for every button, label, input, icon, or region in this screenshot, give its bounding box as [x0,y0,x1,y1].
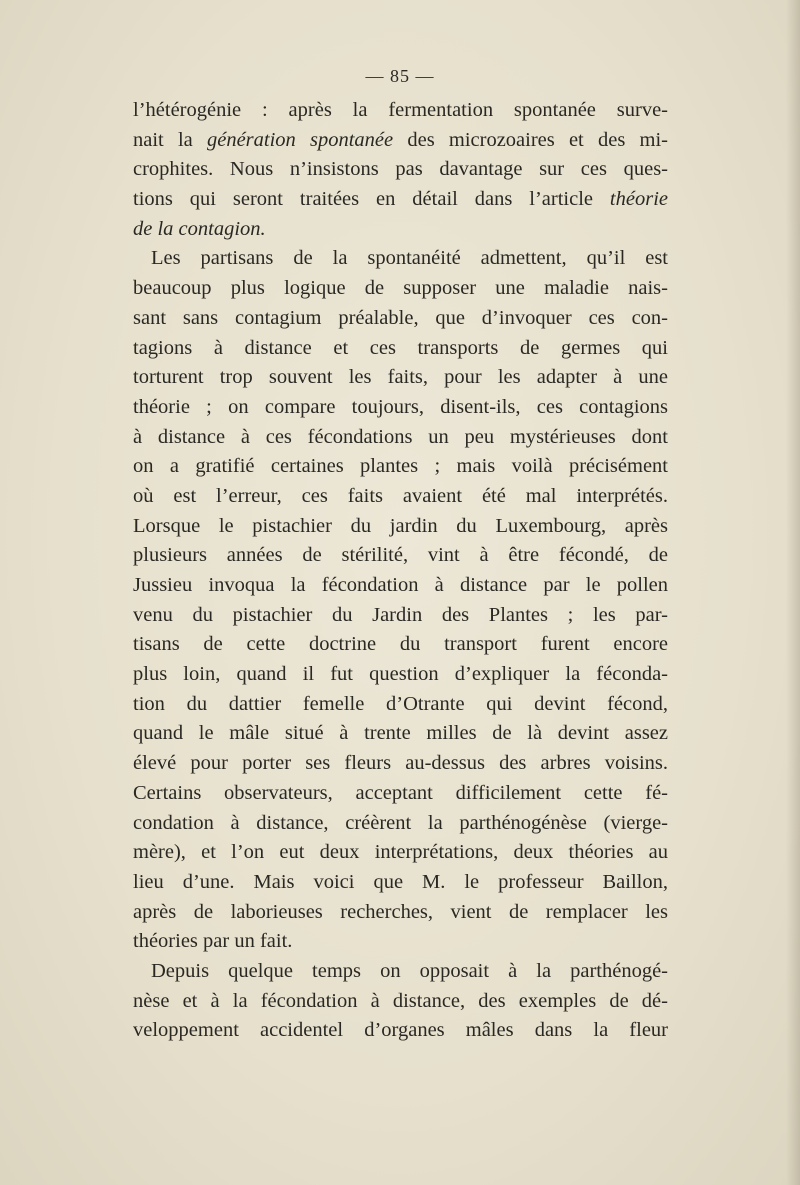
text-line [133,630,668,660]
text-span: Certains observateurs, acceptant difficilement cette fé- [133,781,668,804]
text-span: tion du dattier femelle d’Otrante qui devint fécond, [133,692,668,715]
text-span: beaucoup plus logique de supposer une maladie nais- [133,277,668,300]
text-line [133,96,668,126]
text-line [133,927,668,957]
italic-text: génération spontanée [206,128,394,151]
text-line [133,363,668,393]
text-line [133,957,668,987]
text-span: l’hétérogénie : après la fermentation spontanée surve- [133,99,668,121]
text-span: condation à distance, créèrent la parthénogénèse (vierge- [133,811,668,834]
text-line [133,393,668,423]
text-line [133,215,668,245]
text-span: Depuis quelque temps on opposait à la parthénogé- [151,959,668,982]
text-line [133,749,668,779]
text-span: Jussieu invoqua la fécondation à distance par le pollen [133,574,668,596]
text-line [133,809,668,839]
text-span: plus loin, quand il fut question d’expliquer la féconda- [133,663,668,686]
text-span: où est l’erreur, ces faits avaient été mal interprétés. [133,484,668,507]
text-line [133,512,668,542]
text-line [133,274,668,304]
text-span: Lorsque le pistachier du jardin du Luxembourg, après [133,514,668,537]
text-line [133,868,668,898]
text-span: on a gratifié certaines plantes ; mais voilà précisément [133,455,668,478]
text-span: tagions à distance et ces transports de germes qui [133,336,668,359]
text-line [133,452,668,482]
text-line [133,601,668,631]
text-span: venu du pistachier du Jardin des Plantes ; les par- [133,603,668,626]
text-span: quand le mâle situé à trente milles de là devint assez [133,722,668,745]
text-span: des microzoaires et des mi- [393,128,668,151]
italic-text: de la contagion. [133,217,266,240]
text-line [133,987,668,1017]
text-line [133,660,668,690]
text-span: tions qui seront traitées en détail dans l’article [133,188,610,211]
text-line [133,719,668,749]
text-span: à distance à ces fécondations un peu mystérieuses dont [133,425,668,448]
text-line [133,898,668,928]
italic-text: théorie [609,188,668,211]
text-span: torturent trop souvent les faits, pour les adapter à une [133,366,668,389]
text-line [133,779,668,809]
text-line [133,423,668,453]
text-span: après de laborieuses recherches, vient de remplacer les [133,900,668,923]
text-span: plusieurs années de stérilité, vint à être fécondé, de [133,544,668,567]
text-span: crophites. Nous n’insistons pas davantage sur ces ques- [133,158,668,181]
text-span: sant sans contagium préalable, que d’invoquer ces con- [133,306,668,329]
text-line [133,571,668,601]
body-text [133,96,668,1046]
text-span: élevé pour porter ses fleurs au-dessus des arbres voisins. [133,752,668,775]
text-span: théories par un fait. [133,930,293,953]
page-edge-shadow [786,0,800,1185]
text-span: mère), et l’on eut deux interprétations, deux théories au [133,841,668,864]
text-line [133,126,668,156]
text-span: veloppement accidentel d’organes mâles dans la fleur [133,1019,668,1042]
text-line [133,838,668,868]
text-span: nait la [133,128,207,151]
text-line [133,690,668,720]
text-span: tisans de cette doctrine du transport furent encore [133,633,668,656]
text-line [133,185,668,215]
text-line [133,155,668,185]
text-span: Les partisans de la spontanéité admettent, qu’il est [151,247,668,270]
text-line [133,1016,668,1046]
page-number: — 85 — [365,66,435,86]
text-line [133,334,668,364]
text-span: théorie ; on compare toujours, disent-ils, ces contagions [133,395,668,418]
text-span: nèse et à la fécondation à distance, des exemples de dé- [133,989,668,1012]
text-line [133,304,668,334]
text-span: lieu d’une. Mais voici que M. le professeur Baillon, [133,870,668,893]
text-line [133,482,668,512]
text-line [133,541,668,571]
text-line [133,244,668,274]
